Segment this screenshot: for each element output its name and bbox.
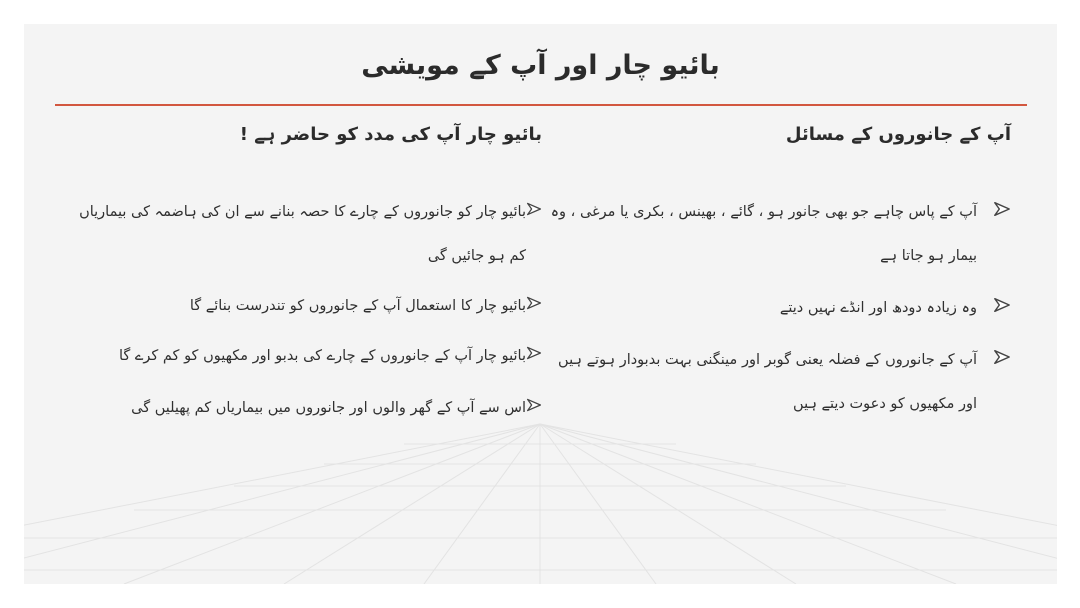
list-item bbox=[549, 190, 1011, 278]
slide-title: بائیو چار اور آپ کے مویشی bbox=[361, 50, 720, 81]
arrow-bullet-icon bbox=[993, 200, 1011, 218]
list-item bbox=[78, 334, 542, 378]
problems-column bbox=[549, 118, 1011, 426]
list-item bbox=[549, 286, 1011, 330]
list-item-text: آپ کے جانوروں کے فضلہ یعنی گوبر اور مینگنی بہت بدبودار ہوتے ہیں اور مکھیوں کو دعوت دیتے ہیں bbox=[558, 352, 977, 412]
list-item-text: بائیو چار کو جانوروں کے چارے کا حصہ بنانے سے ان کی ہاضمہ کی بیماریاں کم ہو جائیں گی bbox=[79, 204, 526, 264]
list-item bbox=[549, 338, 1011, 426]
solutions-column bbox=[78, 118, 542, 430]
solutions-heading: بائیو چار آپ کی مدد کو حاضر ہے ! bbox=[239, 124, 542, 145]
list-item-text: بائیو چار کا استعمال آپ کے جانوروں کو تندرست بنائے گا bbox=[189, 298, 526, 314]
arrow-bullet-icon bbox=[993, 296, 1011, 314]
arrow-bullet-icon bbox=[993, 348, 1011, 366]
solutions-list bbox=[78, 190, 542, 430]
list-item bbox=[78, 386, 542, 430]
list-item-text: آپ کے پاس چاہے جو بھی جانور ہو ، گائے ، بھینس ، بکری یا مرغی ، وہ بیمار ہو جاتا ہے bbox=[550, 204, 977, 264]
arrow-bullet-icon bbox=[526, 397, 542, 413]
arrow-bullet-icon bbox=[526, 201, 542, 217]
list-item bbox=[78, 284, 542, 328]
arrow-bullet-icon bbox=[526, 345, 542, 361]
title-divider bbox=[55, 104, 1027, 106]
list-item-text: وہ زیادہ دودھ اور انڈے نہیں دیتے bbox=[779, 300, 977, 316]
problems-list bbox=[549, 190, 1011, 426]
problems-heading: آپ کے جانوروں کے مسائل bbox=[785, 124, 1011, 145]
slide bbox=[24, 24, 1057, 584]
arrow-bullet-icon bbox=[526, 295, 542, 311]
list-item-text: اس سے آپ کے گھر والوں اور جانوروں میں بیماریاں کم پھیلیں گی bbox=[131, 400, 526, 416]
list-item-text: بائیو چار آپ کے جانوروں کے چارے کی بدبو اور مکھیوں کو کم کرے گا bbox=[118, 348, 526, 364]
list-item bbox=[78, 190, 542, 278]
